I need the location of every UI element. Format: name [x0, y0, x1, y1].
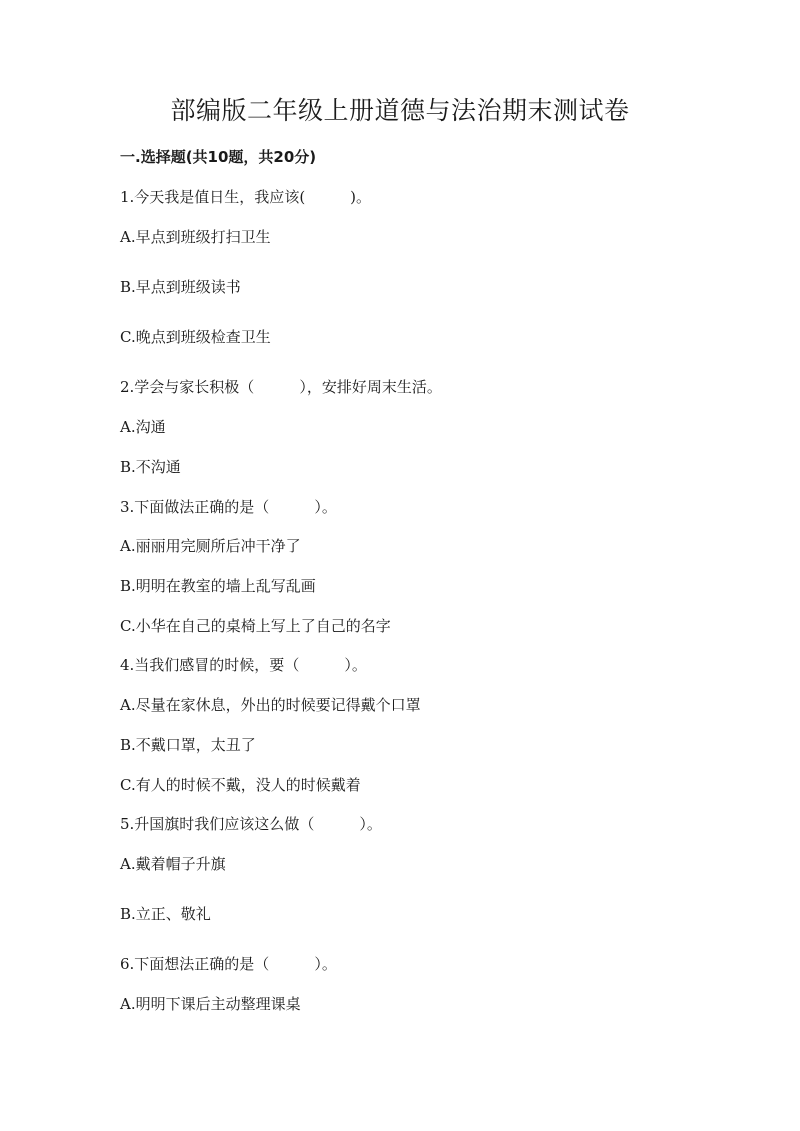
option-4c: C.有人的时候不戴，没人的时候戴着: [120, 776, 361, 794]
section-heading: 一.选择题(共10题，共20分): [120, 148, 317, 166]
question-2: 2.学会与家长积极（ ），安排好周末生活。: [120, 378, 442, 396]
option-4a: A.尽量在家休息，外出的时候要记得戴个口罩: [120, 696, 421, 714]
question-1: 1.今天我是值日生，我应该( )。: [120, 188, 372, 206]
option-1a: A.早点到班级打扫卫生: [120, 228, 271, 246]
option-5b: B.立正、敬礼: [120, 905, 211, 923]
option-2b: B.不沟通: [120, 458, 181, 476]
option-2a: A.沟通: [120, 418, 166, 436]
page-title: 部编版二年级上册道德与法治期末测试卷: [170, 96, 630, 125]
option-3a: A.丽丽用完厕所后冲干净了: [120, 537, 301, 555]
option-6a: A.明明下课后主动整理课桌: [120, 995, 301, 1013]
option-1c: C.晚点到班级检查卫生: [120, 328, 271, 346]
question-3: 3.下面做法正确的是（ ）。: [120, 498, 337, 516]
option-3c: C.小华在自己的桌椅上写上了自己的名字: [120, 617, 391, 635]
option-1b: B.早点到班级读书: [120, 278, 241, 296]
option-4b: B.不戴口罩，太丑了: [120, 736, 256, 754]
question-6: 6.下面想法正确的是（ ）。: [120, 955, 337, 973]
question-5: 5.升国旗时我们应该这么做（ ）。: [120, 815, 382, 833]
option-3b: B.明明在教室的墙上乱写乱画: [120, 577, 316, 595]
option-5a: A.戴着帽子升旗: [120, 855, 226, 873]
question-4: 4.当我们感冒的时候，要（ ）。: [120, 656, 367, 674]
